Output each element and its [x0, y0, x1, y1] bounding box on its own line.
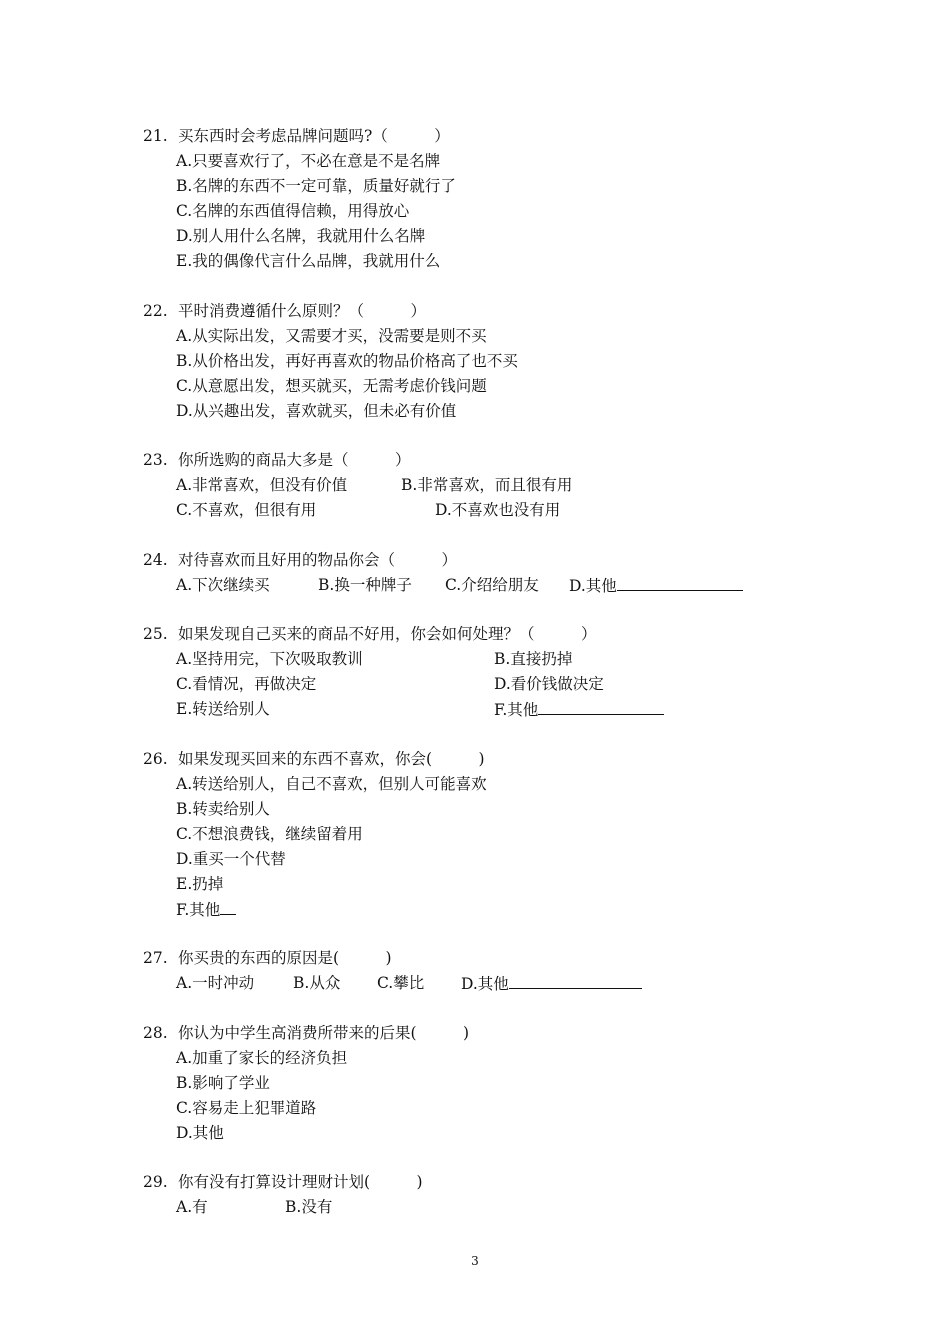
- question-number: 26.: [143, 750, 168, 768]
- question-26: [0, 747, 950, 922]
- option-a: A.加重了家长的经济负担: [176, 1049, 348, 1067]
- option-c: C.容易走上犯罪道路: [176, 1099, 317, 1117]
- fill-blank: [220, 897, 236, 915]
- option-d: D.从兴趣出发，喜欢就买，但未必有价值: [176, 402, 457, 420]
- fill-blank: [617, 573, 743, 591]
- question-number: 29.: [143, 1173, 168, 1191]
- option-a: A.非常喜欢，但没有价值: [176, 476, 348, 494]
- option-d: D.重买一个代替: [176, 850, 286, 868]
- option-a: A.有: [176, 1198, 208, 1216]
- question-22: [0, 299, 950, 424]
- option-a: A.下次继续买: [176, 576, 270, 594]
- question-text: 买东西时会考虑品牌问题吗?（ ）: [178, 127, 450, 145]
- option-d-label: D.其他: [569, 577, 617, 595]
- option-b: B.没有: [285, 1198, 333, 1216]
- question-27: [0, 946, 950, 996]
- question-23: [0, 448, 950, 523]
- option-b: B.名牌的东西不一定可靠，质量好就行了: [176, 177, 456, 195]
- option-e: E.扔掉: [176, 875, 224, 893]
- option-b: B.从价格出发，再好再喜欢的物品价格高了也不买: [176, 352, 518, 370]
- option-d: [461, 971, 642, 997]
- option-f-label: F.其他: [176, 901, 221, 919]
- question-25: [0, 622, 950, 722]
- option-a: A.从实际出发，又需要才买，没需要是则不买: [176, 327, 487, 345]
- question-24: [0, 548, 950, 598]
- option-c: C.介绍给朋友: [445, 576, 539, 594]
- fill-blank: [538, 697, 664, 715]
- question-number: 21.: [143, 127, 168, 145]
- question-number: 24.: [143, 551, 168, 569]
- question-29: [0, 1170, 950, 1220]
- option-d: D.别人用什么名牌，我就用什么名牌: [176, 227, 426, 245]
- option-b: B.影响了学业: [176, 1074, 270, 1092]
- option-f: [494, 697, 664, 723]
- option-c: C.名牌的东西值得信赖，用得放心: [176, 202, 410, 220]
- option-a: A.转送给别人，自己不喜欢，但别人可能喜欢: [176, 775, 487, 793]
- question-number: 28.: [143, 1024, 168, 1042]
- option-c: C.不喜欢，但很有用: [176, 501, 317, 519]
- option-d: [569, 573, 743, 599]
- option-a: A.坚持用完，下次吸取教训: [176, 650, 363, 668]
- option-e: E.我的偶像代言什么品牌，我就用什么: [176, 252, 441, 270]
- option-d: D.看价钱做决定: [494, 675, 604, 693]
- option-d: D.不喜欢也没有用: [435, 501, 561, 519]
- page-number: 3: [471, 1254, 479, 1268]
- option-b: B.从众: [293, 974, 341, 992]
- option-c: C.攀比: [377, 974, 425, 992]
- question-text: 你买贵的东西的原因是( ): [178, 949, 392, 967]
- question-number: 27.: [143, 949, 168, 967]
- question-number: 25.: [143, 625, 168, 643]
- option-b: B.直接扔掉: [494, 650, 573, 668]
- option-a: A.一时冲动: [176, 974, 255, 992]
- question-number: 22.: [143, 302, 168, 320]
- option-d-label: D.其他: [461, 975, 509, 993]
- option-b: B.换一种牌子: [318, 576, 412, 594]
- fill-blank: [509, 971, 642, 989]
- option-c: C.从意愿出发，想买就买，无需考虑价钱问题: [176, 377, 487, 395]
- option-a: A.只要喜欢行了，不必在意是不是名牌: [176, 152, 441, 170]
- question-text: 对待喜欢而且好用的物品你会（ ）: [178, 551, 458, 569]
- question-text: 如果发现买回来的东西不喜欢，你会( ): [178, 750, 485, 768]
- question-text: 你认为中学生高消费所带来的后果( ): [178, 1024, 470, 1042]
- option-e: E.转送给别人: [176, 700, 270, 718]
- option-c: C.不想浪费钱，继续留着用: [176, 825, 363, 843]
- question-text: 你有没有打算设计理财计划( ): [178, 1173, 423, 1191]
- option-f: [176, 897, 236, 923]
- question-text: 平时消费遵循什么原则？（ ）: [178, 302, 427, 320]
- option-f-label: F.其他: [494, 701, 539, 719]
- option-c: C.看情况，再做决定: [176, 675, 317, 693]
- option-b: B.转卖给别人: [176, 800, 270, 818]
- option-b: B.非常喜欢，而且很有用: [401, 476, 573, 494]
- option-d: D.其他: [176, 1124, 224, 1142]
- question-number: 23.: [143, 451, 168, 469]
- question-text: 如果发现自己买来的商品不好用，你会如何处理？（ ）: [178, 625, 597, 643]
- question-text: 你所选购的商品大多是（ ）: [178, 451, 411, 469]
- question-21: [0, 124, 950, 274]
- question-28: [0, 1021, 950, 1146]
